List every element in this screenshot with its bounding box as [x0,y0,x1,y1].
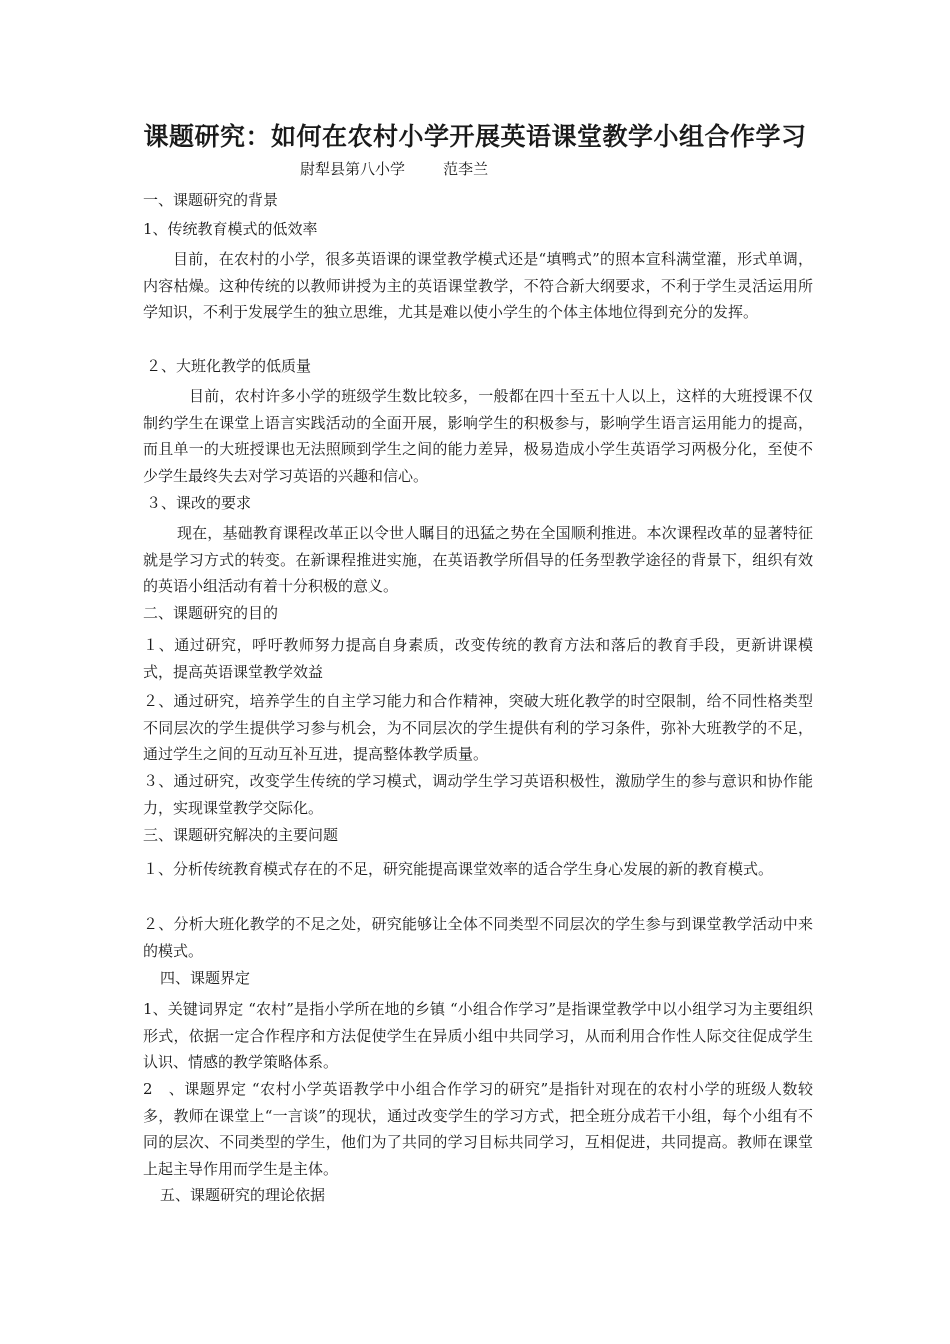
subheading-large-class: ２、大班化教学的低质量 [146,357,312,375]
document-title: 课题研究：如何在农村小学开展英语课堂教学小组合作学习 [143,122,807,151]
section-heading-problems: 三、课题研究解决的主要问题 [143,826,339,844]
section-heading-definition: 四、课题界定 [160,969,251,987]
subheading-reform: ３、课改的要求 [146,494,252,512]
paragraph-traditional-model: 目前，在农村的小学，很多英语课的课堂教学模式还是“填鸭式”的照本宣科满堂灌，形式单调，内容枯燥。这种传统的以教师讲授为主的英语课堂教学，不符合新大纲要求，不利于学生灵活运用所学知识，不利于发展学生的独立思维，尤其是难以使小学生的个体主体地位得到充分的发挥。 [143,250,813,321]
purpose-item-2: ２、通过研究，培养学生的自主学习能力和合作精神，突破大班化教学的时空限制，给不同性格类型不同层次的学生提供学习参与机会，为不同层次的学生提供有利的学习条件，弥补大班教学的不足，通过学生之间的互动互补互进，提高整体教学质量。 [143,692,813,763]
section-heading-purpose: 二、课题研究的目的 [143,604,279,622]
purpose-item-1: １、通过研究，呼吁教师努力提高自身素质，改变传统的教育方法和落后的教育手段，更新讲课模式，提高英语课堂教学效益 [143,636,813,681]
definition-item-2: 2 、课题界定 “农村小学英语教学中小组合作学习的研究”是指针对现在的农村小学的班级人数较多，教师在课堂上“一言谈”的现状，通过改变学生的学习方式，把全班分成若干小组，每个小组有不同的层次、不同类型的学生，他们为了共同的学习目标共同学习，互相促进，共同提高。教师在课堂上起主导作用而学生是主体。 [143,1080,813,1178]
definition-item-1: 1、关键词界定 “农村”是指小学所在地的乡镇 “小组合作学习”是指课堂教学中以小组学习为主要组织形式，依据一定合作程序和方法促使学生在异质小组中共同学习，从而利用合作性人际交往促成学生认识、情感的教学策略体系。 [143,1000,813,1071]
paragraph-reform: 现在，基础教育课程改革正以令世人瞩目的迅猛之势在全国顺利推进。本次课程改革的显著特征就是学习方式的转变。在新课程推进实施，在英语教学所倡导的任务型教学途径的背景下，组织有效的英语小组活动有着十分积极的意义。 [143,524,813,595]
section-heading-theory: 五、课题研究的理论依据 [160,1186,326,1204]
problem-item-1: １、分析传统教育模式存在的不足，研究能提高课堂效率的适合学生身心发展的新的教育模式。 [143,860,774,878]
problem-item-2: ２、分析大班化教学的不足之处，研究能够让全体不同类型不同层次的学生参与到课堂教学活动中来的模式。 [143,915,813,960]
paragraph-large-class: 目前，农村许多小学的班级学生数比较多，一般都在四十至五十人以上，这样的大班授课不仅制约学生在课堂上语言实践活动的全面开展，影响学生的积极参与，影响学生语言运用能力的提高，而且单一的大班授课也无法照顾到学生之间的能力差异，极易造成小学生英语学习两极分化，至使不少学生最终失去对学习英语的兴趣和信心。 [143,387,813,485]
author-line: 尉犁县第八小学 范李兰 [300,160,489,178]
subheading-traditional-model: 1、传统教育模式的低效率 [143,220,318,238]
section-heading-background: 一、课题研究的背景 [143,191,279,209]
purpose-item-3: ３、通过研究，改变学生传统的学习模式，调动学生学习英语积极性，激励学生的参与意识和协作能力，实现课堂教学交际化。 [143,772,813,817]
